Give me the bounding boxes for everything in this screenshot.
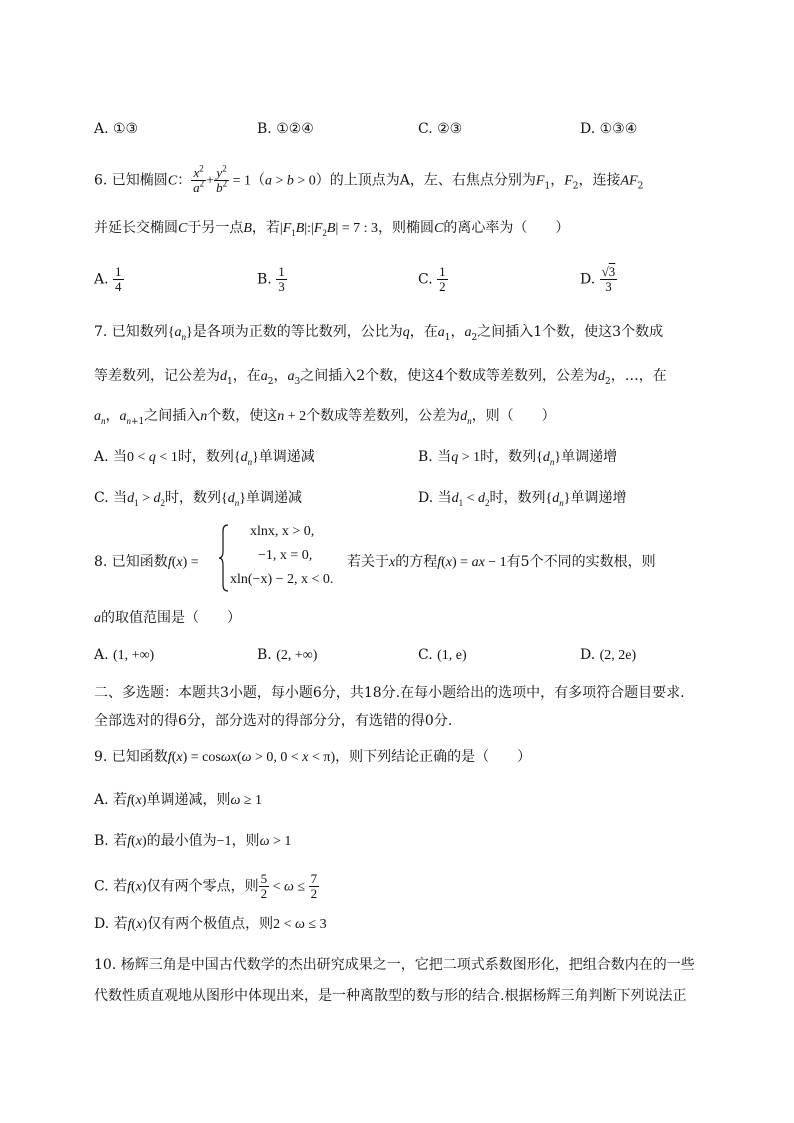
q8-case-3: xln(−x) − 2, x < 0.: [230, 572, 334, 587]
q7-text-1c: ，在: [409, 324, 438, 340]
q8-option-d-value: (2, 2e): [599, 648, 637, 663]
section-2-instructions: 全部选对的得6分，部分选对的得部分分，有选错的得0分.: [94, 713, 453, 729]
q7-d-t3: 单调递增: [570, 490, 627, 506]
q8-option-b-value: (2, +∞): [276, 648, 318, 663]
q8-option-c-value: (1, e): [437, 648, 467, 663]
q6-text-b: 于另一点: [187, 220, 244, 236]
q8-line-1: 8. 已知函数f(x) =: [94, 554, 199, 570]
q7-text-3b: 个数，使这: [207, 408, 278, 424]
q6-stem-start: 6. 已知椭圆: [94, 172, 168, 189]
q8-case-1: xlnx, x > 0,: [250, 524, 315, 539]
q7-option-d[interactable]: D. 当$d_1 < d_2$时，数列$\{d_n\}$单调递增: [418, 490, 627, 508]
q6-text-e: 的离心率为（ ）: [443, 220, 570, 236]
q6-line-1: 6. 已知椭圆C： $\frac{x^2}{a^2}$ + $\frac{y^2}{b^2}$ = 1（a > b > 0）的上顶点为A，左、右焦点分别为$F_1$，$F_2$，连接$AF_2$: [94, 163, 644, 195]
q5-option-d[interactable]: D. ①③④: [580, 121, 638, 137]
q8-line-1-tail: 若关于x的方程f(x) = ax − 1有5个不同的实数根，则: [347, 554, 656, 570]
q8-case-2: −1, x = 0,: [258, 548, 313, 563]
q6-y2-over-b2: $\frac{y^2}{b^2}$: [216, 163, 228, 195]
q7-text-2a: 等差数列，记公差为: [94, 368, 220, 384]
q7-text-2b: ，在: [232, 368, 261, 384]
q6-option-b[interactable]: B. $\frac{1}{3}$: [257, 264, 285, 294]
q7-d-t2: 时，数列: [489, 490, 546, 506]
q6-option-a[interactable]: A. $\frac{1}{4}$: [94, 264, 122, 294]
q8-tail-c: 有5个不同的实数根，则: [506, 554, 656, 570]
q7-line-3: $a_n$，$a_{n+1}$之间插入n个数，使这n + 2个数成等差数列，公差为$d_n$，则（ ）: [94, 408, 556, 427]
q9-b-t3: ，则: [231, 833, 260, 849]
q8-option-c[interactable]: [418, 645, 467, 666]
q8-option-a-label: A.: [94, 647, 109, 663]
q10-line-2: 代数性质直观地从图形中体现出来，是一种离散型的数与形的结合.根据杨辉三角判断下列说法正: [94, 988, 687, 1004]
q6-stem-mid: 的上顶点为A，左、右焦点分别为: [329, 172, 536, 189]
q9-option-c[interactable]: C. 若f(x)仅有两个零点，则 $\frac{5}{2}$ < ω ≤ $\frac{7}{2}$: [94, 871, 318, 901]
q7-c-t1: C. 当: [94, 490, 128, 506]
q8-tail-a: 若关于: [347, 554, 389, 570]
q7-line-2: 等差数列，记公差为$d_1$，在$a_2$，$a_3$之间插入2个数，使这4个数成等差数列，公差为$d_2$，…，在: [94, 368, 667, 387]
q5-option-c[interactable]: C. ②③: [418, 121, 463, 137]
q9-d-t2: 仅有两个极值点，则: [147, 916, 274, 932]
q6-option-b-label: B.: [257, 271, 272, 288]
q6-option-d-label: D.: [580, 271, 596, 288]
q8-option-a[interactable]: [94, 645, 154, 666]
q9-a-t2: 单调递减，则: [146, 792, 231, 808]
section-2-heading: 二、多选题：本题共3小题，每小题6分，共18分.在每小题给出的选项中，有多项符合题目要求.: [94, 685, 685, 701]
q7-a-t1: A. 当: [94, 449, 128, 465]
q8-option-b-label: B.: [257, 647, 272, 663]
q6-option-a-label: A.: [94, 271, 109, 288]
q9-b-t1: B. 若: [94, 833, 128, 849]
q7-option-c[interactable]: C. 当$d_1 > d_2$时，数列$\{d_n\}$单调递减: [94, 490, 302, 508]
q8-option-c-label: C.: [418, 647, 433, 663]
q5-option-b[interactable]: B. ①②④: [257, 121, 314, 137]
q9-c-t1: C. 若: [94, 878, 128, 895]
q9-option-a[interactable]: A. 若f(x)单调递减，则ω ≥ 1: [94, 792, 263, 808]
q8-option-a-value: (1, +∞): [113, 648, 155, 663]
q9-stem-end: ，则下列结论正确的是（ ）: [335, 749, 532, 765]
q8-option-d-label: D.: [580, 647, 596, 663]
q7-text-3c: 个数成等差数列，公差为: [306, 408, 461, 424]
q6-x2-over-a2: $\frac{x^2}{a^2}$: [193, 163, 205, 195]
q8-line-2: a的取值范围是（ ）: [94, 610, 241, 626]
q7-b-t3: 单调递增: [561, 449, 618, 465]
q6-text-a: 并延长交椭圆: [94, 220, 178, 236]
q7-option-a[interactable]: A. 当0 < q < 1时，数列$\{d_n\}$单调递减: [94, 449, 315, 467]
q7-c-t3: 单调递减: [246, 490, 302, 506]
q6-option-c[interactable]: C. $\frac{1}{2}$: [418, 264, 446, 294]
q9-option-d[interactable]: D. 若f(x)仅有两个极值点，则2 < ω ≤ 3: [94, 916, 327, 932]
q6-text-c: ，若: [251, 220, 280, 236]
q8-line-2-text: 的取值范围是（ ）: [101, 610, 241, 626]
q7-text-1d: 之间插入1个数，使这3个数成: [477, 324, 664, 340]
piecewise-brace-icon: [218, 523, 230, 593]
q7-text-2d: ，…，在: [610, 368, 667, 384]
q9-option-b[interactable]: B. 若f(x)的最小值为−1，则ω > 1: [94, 833, 292, 849]
q8-option-b[interactable]: [257, 645, 317, 666]
q10-line-1: 10. 杨辉三角是中国古代数学的杰出研究成果之一，它把二项式系数图形化，把组合数内在的一些: [94, 957, 695, 973]
q9-a-t1: A. 若: [94, 792, 128, 808]
q8-stem-start: 8. 已知函数: [94, 554, 168, 570]
q7-d-t1: D. 当: [418, 490, 452, 506]
q9-c-t2: 仅有两个零点，则: [146, 878, 259, 895]
q6-line-2: 并延长交椭圆C于另一点B，若$|F_1B|:|F_2B| = 7$ : 3，则椭圆C的离心率为（ ）: [94, 220, 570, 238]
q6-option-c-label: C.: [418, 271, 433, 288]
q8-option-d[interactable]: [580, 645, 636, 666]
q5-option-a[interactable]: A. ①③: [94, 121, 139, 137]
q7-text-3d: ，则（ ）: [471, 408, 556, 424]
q9-stem: 9. 已知函数f(x) = cosωx(ω > 0, 0 < x < π)，则下列结论正确的是（ ）: [94, 749, 532, 765]
q6-text-d: ，则椭圆: [378, 220, 435, 236]
q7-a-t3: 单调递减: [258, 449, 315, 465]
q7-text-2c: 之间插入2个数，使这4个数成等差数列，公差为: [300, 368, 599, 384]
q8-tail-b: 的方程: [395, 554, 438, 570]
q7-text-3a: 之间插入: [144, 408, 201, 424]
q6-stem-end: ，连接: [578, 172, 621, 189]
q7-option-b[interactable]: B. 当q > 1时，数列$\{d_n\}$单调递增: [418, 449, 618, 467]
q6-option-d[interactable]: D. $\frac{√3}{3}$: [580, 264, 616, 294]
q7-a-t2: 时，数列: [177, 449, 234, 465]
q7-line-1: 7. 已知数列$\{a_n\}$是各项为正数的等比数列，公比为q，在$a_1$，$a_2$之间插入1个数，使这3个数成: [94, 324, 664, 343]
q7-text-1a: 7. 已知数列: [94, 324, 168, 340]
q7-c-t2: 时，数列: [165, 490, 222, 506]
q7-text-1b: 是各项为正数的等比数列，公比为: [192, 324, 403, 340]
q7-b-t2: 时，数列: [480, 449, 537, 465]
q7-b-t1: B. 当: [418, 449, 452, 465]
q9-d-t1: D. 若: [94, 916, 128, 932]
q9-stem-start: 9. 已知函数: [94, 749, 168, 765]
q9-b-t2: 的最小值为: [146, 833, 217, 849]
